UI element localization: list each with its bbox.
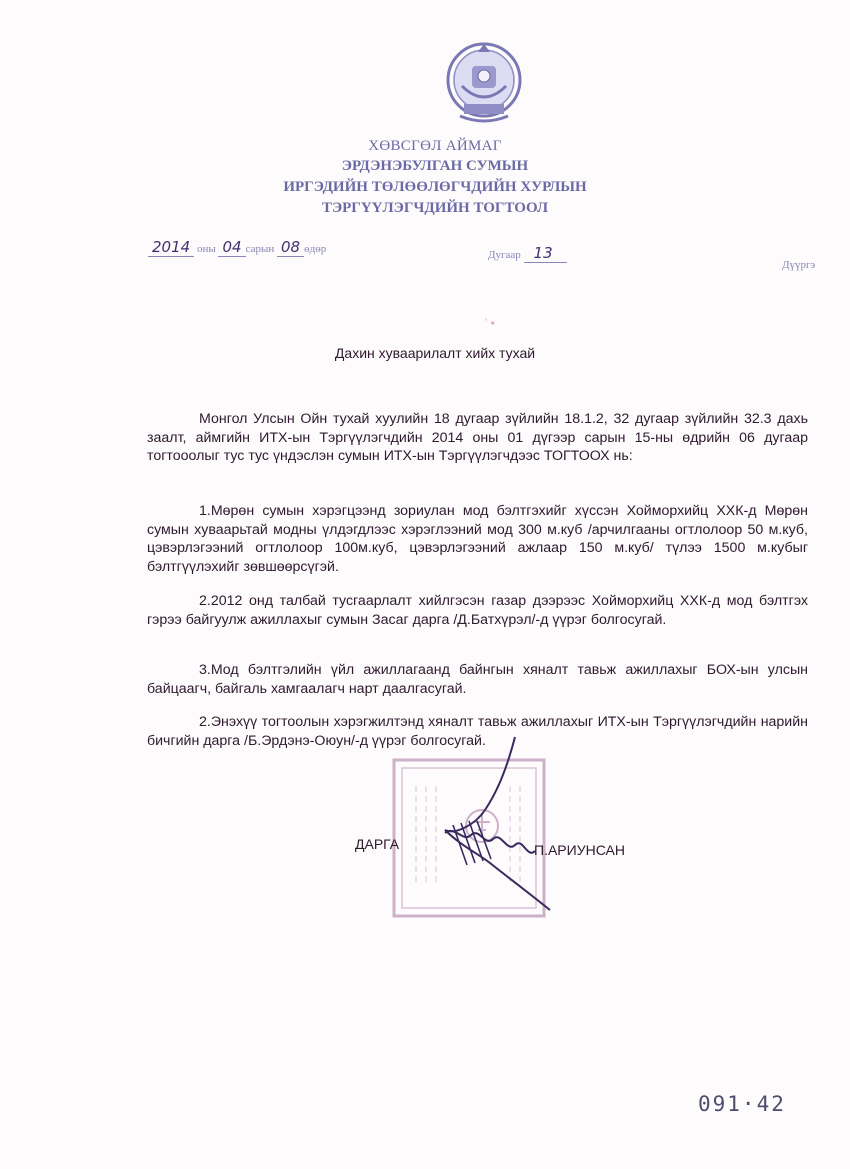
date-year-suffix: оны [196,243,216,255]
number-label: Дугаар [488,249,521,261]
document-subject: Дахин хуваарилалт хийх тухай [334,345,536,361]
place-name: Дүүргэ [782,259,816,271]
date-day: 08 [277,238,304,257]
hural-name: ИРГЭДИЙН ТӨЛӨӨЛӨГЧДИЙН ХУРЛЫН [283,179,587,195]
paragraph-1: 1.Мөрөн сумын хэрэгцээнд зориулан мод бэлтгэхийг хүссэн Хойморхийц ХХК-д Мөрөн сумын хуваарьтай модны үлдэгдлээс хэрэглээний мод 300 м.куб /арчилгааны огтлолоор 50 м.куб, цэвэрлэгээний огтлолоор 100м.куб, цэвэрлэгээний ажлаар 150 м.куб/ түлээ 1500 м.кубыг бэлтгүүлэхийг зөвшөөрсүгэй. [147,503,808,575]
ink-mark: ʼ ٭ [485,318,496,329]
paragraph-2: 2.2012 онд талбай тусгаарлалт хийлгэсэн газар дээрээс Хойморхийц ХХК-д мод бэлтгэх гэрээ байгуулж ажиллахыг сумын Засаг дарга /Д.Батхүрэл/-д үүрэг болгосугай. [147,593,808,628]
date-month-suffix: сарын [245,243,275,255]
date-year: 2014 [148,238,194,257]
paragraph-intro: Монгол Улсын Ойн тухай хуулийн 18 дугаар зүйлийн 18.1.2, 32 дугаар зүйлийн 32.3 дахь заалт, аймгийн ИТХ-ын Тэргүүлэгчдийн 2014 оны 01 дүгээр сарын 15-ны өдрийн 06 дугаар тогтооолыг тус тус үндэслэн сумын ИТХ-ын Тэргүүлэгчдээс ТОГТООХ нь: [147,411,808,465]
signatory-title: ДАРГА [355,836,400,852]
signatory-name: П.АРИУНСАН [534,842,625,858]
date-month: 04 [218,238,245,257]
aimag-name: ХӨВСГӨЛ АЙМАГ [368,138,502,154]
state-emblem-icon [442,36,526,132]
signature-scribble-icon [425,735,565,915]
paragraph-4: 2.Энэхүү тогтоолын хэрэгжилтэнд хяналт тавьж ажиллахыг ИТХ-ын Тэргүүлэгчдийн нарийн бичгийн дарга /Б.Эрдэнэ-Оюун/-д үүрэг болгосугай. [147,714,808,749]
number-line [488,244,567,263]
date-line [148,238,326,257]
document-type-title: ТЭРГҮҮЛЭГЧДИЙН ТОГТООЛ [321,200,549,216]
paragraph-3: 3.Мод бэлтгэлийн үйл ажиллагаанд байнгын хяналт тавьж ажиллахыг БОХ-ын улсын байцаагч, байгаль хамгаалагч нарт даалгасугай. [147,662,808,697]
sum-name: ЭРДЭНЭБУЛГАН СУМЫН [341,158,529,174]
number-value: 13 [524,244,567,263]
serial-number: 091·42 [698,1092,786,1116]
date-day-suffix: өдөр [304,243,327,255]
